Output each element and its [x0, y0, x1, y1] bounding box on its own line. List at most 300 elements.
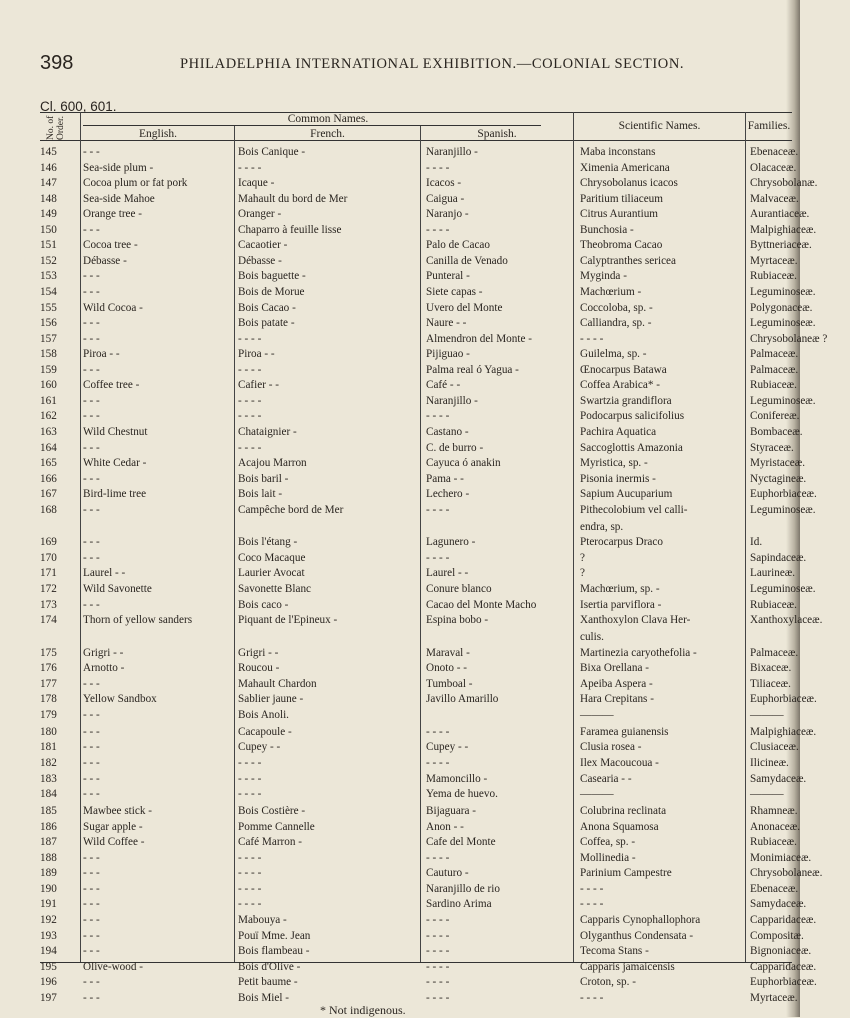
- cell-sc: Colubrina reclinata: [580, 805, 667, 818]
- cell-es: Cacao del Monte Macho: [426, 598, 537, 611]
- header-common-names: Common Names.: [287, 113, 369, 125]
- cell-sc: ?: [580, 551, 585, 564]
- cell-no: 163: [40, 425, 57, 438]
- header-families: Families.: [747, 120, 791, 132]
- cell-fa: Conifereæ.: [750, 410, 800, 423]
- cell-fa: Palmaceæ.: [750, 363, 799, 376]
- cell-sc: Saccoglottis Amazonia: [580, 441, 683, 454]
- cell-fa: Rubiaceæ.: [750, 379, 797, 392]
- cell-no: 177: [40, 677, 57, 690]
- cell-no: 166: [40, 472, 57, 485]
- cell-sc: - - - -: [580, 991, 604, 1004]
- cell-no: 151: [40, 239, 57, 252]
- cell-fr: Mahault du bord de Mer: [238, 192, 348, 205]
- cell-fr: - - - -: [238, 441, 262, 454]
- cell-no: 158: [40, 348, 57, 361]
- table-row: [40, 442, 792, 455]
- cell-fa: Rubiaceæ.: [750, 270, 797, 283]
- cell-no: 147: [40, 177, 57, 190]
- table-row: [40, 472, 807, 486]
- common-names-rule: [83, 125, 541, 126]
- cell-sc: Machœrium, sp. -: [580, 582, 660, 595]
- cell-es: Pijiguao -: [426, 348, 470, 361]
- table-row: [40, 332, 828, 346]
- table-row: [40, 536, 792, 549]
- cell-sc: Podocarpus salicifolius: [580, 410, 685, 423]
- cell-sc: Œnocarpus Batawa: [580, 363, 667, 376]
- cell-fr: - - - -: [238, 161, 262, 174]
- cell-en: Sugar apple -: [83, 820, 143, 833]
- table-row: [40, 945, 812, 958]
- cell-fr: - - - -: [238, 394, 262, 407]
- cell-fr: Bois Anoli.: [238, 708, 289, 721]
- cell-no: 146: [40, 161, 57, 174]
- cell-en: - - -: [83, 741, 100, 754]
- cell-es: Palma real ó Yagua -: [426, 363, 519, 376]
- cell-es: - - - -: [426, 551, 450, 564]
- table-row: [40, 270, 797, 283]
- cell-en: Wild Cocoa -: [83, 301, 143, 314]
- cell-sc: Chrysobolanus icacos: [580, 177, 678, 190]
- cell-es: Sardino Arima: [426, 898, 492, 911]
- cell-es: Onoto - -: [426, 662, 468, 675]
- cell-en: - - -: [83, 503, 100, 516]
- cell-no: 190: [40, 882, 57, 895]
- cell-en: - - -: [83, 882, 100, 895]
- cell-en: - - -: [83, 708, 100, 721]
- cell-es: - - - -: [426, 851, 450, 864]
- cell-no: 155: [40, 301, 57, 314]
- cell-fa: Leguminoseæ.: [750, 503, 816, 516]
- cell-sc: Ximenia Americana: [580, 161, 670, 174]
- cell-fr: Oranger -: [238, 208, 282, 221]
- cell-en: - - -: [83, 929, 100, 942]
- table-row: [40, 678, 792, 691]
- table-row: [40, 836, 797, 849]
- cell-sc: Pachira Aquatica: [580, 425, 657, 438]
- cell-no: 162: [40, 410, 57, 423]
- cell-sc: Casearia - -: [580, 772, 632, 785]
- table-row: [40, 960, 817, 974]
- cell-es: - - - -: [426, 976, 450, 989]
- cell-en: Laurel - -: [83, 567, 126, 580]
- cell-no: 191: [40, 898, 57, 911]
- cell-sc: Myristica, sp. -: [580, 457, 648, 469]
- cell-es: Caigua -: [426, 192, 465, 205]
- cell-fa: Ebenaceæ.: [750, 882, 799, 895]
- cell-es: Pama - -: [426, 472, 464, 485]
- page-number: 398: [40, 52, 74, 74]
- cell-fa: Bixaceæ.: [750, 662, 792, 675]
- cell-en: Bird-lime tree: [83, 488, 147, 501]
- cell-es: - - - -: [426, 161, 450, 174]
- cell-en: Mawbee stick -: [83, 805, 152, 818]
- cell-sc: Martinezia caryothefolia -: [580, 646, 697, 659]
- cell-en: Wild Chestnut: [83, 425, 148, 438]
- cell-en: - - -: [83, 725, 100, 738]
- cell-sc: Guilelma, sp. -: [580, 348, 647, 361]
- cell-en: White Cedar -: [83, 457, 147, 469]
- cell-fa: Id.: [750, 536, 763, 549]
- cell-no: 197: [40, 991, 57, 1004]
- table-row: [40, 693, 817, 706]
- cell-fa: Euphorbiaceæ.: [750, 976, 817, 989]
- cell-sc: Anona Squamosa: [580, 820, 659, 833]
- table-row: [40, 521, 792, 534]
- header-bottom-rule: [40, 140, 792, 141]
- cell-sc: Capparis jamaicensis: [580, 960, 675, 973]
- cell-fa: Monimiaceæ.: [750, 851, 812, 864]
- cell-no: 192: [40, 913, 57, 926]
- cell-no: 176: [40, 662, 57, 675]
- cell-es: Icacos -: [426, 177, 462, 190]
- cell-fr: Bois Costière -: [238, 805, 306, 818]
- cell-en: Sea-side Mahoe: [83, 192, 155, 205]
- cell-fr: Débasse -: [238, 254, 282, 267]
- cell-fa: Samydaceæ.: [750, 898, 807, 911]
- cell-es: Cayuca ó anakin: [426, 457, 501, 469]
- cell-fr: Bois d'Olive -: [238, 960, 301, 973]
- cell-sc: Bixa Orellana -: [580, 662, 649, 675]
- header-english: English.: [138, 128, 177, 140]
- cell-fr: Bois lait -: [238, 488, 283, 501]
- cell-en: - - -: [83, 286, 100, 298]
- cell-sc: Capparis Cynophallophora: [580, 913, 701, 926]
- header-spanish: Spanish.: [477, 128, 517, 140]
- cell-no: 170: [40, 551, 57, 564]
- cell-sc: Clusia rosea -: [580, 741, 642, 754]
- cell-no: 187: [40, 836, 57, 849]
- cell-fr: Piquant de l'Epineux -: [238, 614, 338, 626]
- cell-es: Bijaguara -: [426, 805, 477, 818]
- cell-es: - - - -: [426, 991, 450, 1004]
- cell-en: Wild Savonette: [83, 582, 152, 595]
- cell-es: Naranjillo -: [426, 394, 478, 407]
- cell-fa: Ebenaceæ.: [750, 146, 799, 158]
- cell-es: Lechero -: [426, 488, 470, 501]
- cell-es: Naure - -: [426, 317, 467, 330]
- cell-en: - - -: [83, 756, 100, 769]
- cell-fa: Leguminoseæ.: [750, 394, 816, 407]
- cell-fa: Clusiaceæ.: [750, 741, 799, 754]
- cell-fa: Leguminoseæ.: [750, 582, 816, 595]
- cell-fa: Laurineæ.: [750, 567, 796, 580]
- cell-fr: Pomme Cannelle: [238, 820, 315, 833]
- cell-no: 196: [40, 976, 57, 989]
- cell-es: Conure blanco: [426, 582, 492, 595]
- cell-fr: Icaque -: [238, 177, 275, 190]
- cell-fa: Myrtaceæ.: [750, 991, 798, 1004]
- header-scientific-names: Scientific Names.: [618, 120, 701, 132]
- cell-fr: Laurier Avocat: [238, 567, 305, 580]
- cell-no: 174: [40, 614, 57, 626]
- cell-sc: Isertia parviflora -: [580, 598, 662, 611]
- cell-es: Naranjillo -: [426, 146, 478, 158]
- table-row: [40, 348, 799, 361]
- cell-fa: Rubiaceæ.: [750, 598, 797, 611]
- cell-en: Grigri - -: [83, 646, 124, 659]
- table-row: [40, 567, 796, 580]
- cell-no: 160: [40, 379, 57, 392]
- cell-es: Cupey - -: [426, 741, 469, 754]
- cell-no: 195: [40, 960, 57, 973]
- cell-es: - - - -: [426, 410, 450, 423]
- cell-sc: ———: [580, 788, 614, 800]
- table-row: [40, 882, 799, 896]
- cell-en: - - -: [83, 363, 100, 376]
- header-french: French.: [310, 128, 345, 140]
- cell-en: Débasse -: [83, 254, 127, 267]
- cell-fr: - - - -: [238, 332, 262, 345]
- cell-es: Anon - -: [426, 820, 464, 833]
- cell-fr: Mabouya -: [238, 913, 287, 926]
- cell-no: 184: [40, 788, 57, 800]
- cell-fa: Ilicineæ.: [750, 756, 789, 769]
- cell-sc: Myginda -: [580, 270, 627, 283]
- table-row: [40, 286, 816, 299]
- cell-fa: Palmaceæ.: [750, 646, 799, 659]
- cell-en: Piroa - -: [83, 348, 120, 361]
- cell-fa: Capparidaceæ.: [750, 960, 817, 973]
- table-row: [40, 757, 792, 770]
- cell-fa: Tiliaceæ.: [750, 677, 791, 690]
- cell-en: - - -: [83, 394, 100, 407]
- table-row: [40, 192, 799, 206]
- cell-sc: Swartzia grandiflora: [580, 394, 672, 407]
- cell-en: - - -: [83, 913, 100, 926]
- cell-es: Yema de huevo.: [426, 788, 498, 800]
- cell-en: Olive-wood -: [83, 960, 143, 973]
- cell-fr: Roucou -: [238, 662, 280, 675]
- cell-no: 186: [40, 820, 57, 833]
- cell-fr: Sablier jaune -: [238, 693, 304, 706]
- table-row: [40, 208, 810, 221]
- table-row: [40, 254, 798, 268]
- cell-en: Yellow Sandbox: [83, 693, 157, 706]
- cell-no: 150: [40, 223, 57, 236]
- cell-sc: Theobroma Cacao: [580, 239, 663, 252]
- cell-en: Cocoa tree -: [83, 239, 138, 252]
- cell-es: - - - -: [426, 913, 450, 926]
- cell-es: - - - -: [426, 945, 450, 957]
- table-row: [40, 805, 798, 818]
- table-row: [40, 772, 807, 786]
- cell-fr: Coco Macaque: [238, 551, 306, 564]
- cell-fr: Bois baguette -: [238, 270, 306, 283]
- table-row: [40, 991, 798, 1005]
- cell-en: - - -: [83, 898, 100, 911]
- class-label: Cl. 600, 601.: [40, 99, 117, 114]
- cell-no: 181: [40, 741, 57, 754]
- cell-fr: Chaparro à feuille lisse: [238, 223, 342, 236]
- cell-fr: Café Marron -: [238, 836, 302, 849]
- cell-fa: Bignoniaceæ.: [750, 945, 812, 957]
- cell-fa: Rubiaceæ.: [750, 836, 797, 849]
- cell-no: 180: [40, 725, 57, 738]
- cell-no: 178: [40, 693, 57, 706]
- cell-no: 172: [40, 582, 57, 595]
- cell-sc: - - - -: [580, 882, 604, 895]
- cell-es: Café - -: [426, 379, 461, 392]
- cell-es: Naranjo -: [426, 208, 469, 221]
- cell-fr: - - - -: [238, 363, 262, 376]
- table-row: [40, 161, 797, 175]
- cell-fa: Rhamneæ.: [750, 805, 798, 818]
- cell-no: 161: [40, 394, 57, 407]
- cell-es: Maraval -: [426, 646, 470, 659]
- cell-es: Naranjillo de rio: [426, 882, 500, 895]
- cell-fa: Myrtaceæ.: [750, 254, 798, 267]
- cell-fa: Compositæ.: [750, 929, 804, 942]
- cell-en: - - -: [83, 551, 100, 564]
- cell-fr: - - - -: [238, 772, 262, 785]
- cell-no: 164: [40, 441, 57, 454]
- cell-no: 189: [40, 867, 57, 880]
- cell-no: 167: [40, 488, 57, 501]
- table-row: [40, 177, 818, 190]
- cell-en: - - -: [83, 945, 100, 957]
- cell-en: - - -: [83, 223, 100, 236]
- cell-es: Tumboal -: [426, 677, 473, 690]
- table-row: [40, 913, 817, 927]
- cell-fr: Bois l'étang -: [238, 536, 298, 549]
- cell-fr: - - - -: [238, 410, 262, 423]
- cell-fa: Malvaceæ.: [750, 192, 799, 205]
- cell-fr: Cacapoule -: [238, 725, 292, 738]
- cell-sc: Faramea guianensis: [580, 725, 669, 738]
- cell-fr: Savonette Blanc: [238, 582, 312, 595]
- cell-en: Arnotto -: [83, 662, 125, 675]
- cell-es: Lagunero -: [426, 536, 476, 549]
- cell-en: - - -: [83, 536, 100, 549]
- cell-es: - - - -: [426, 929, 450, 942]
- cell-en: - - -: [83, 788, 100, 800]
- table-row: [40, 410, 800, 423]
- cell-sc: Coccoloba, sp. -: [580, 301, 653, 314]
- cell-en: Orange tree -: [83, 208, 143, 221]
- cell-no: 168: [40, 503, 57, 516]
- cell-es: Almendron del Monte -: [426, 332, 532, 345]
- table-row: [40, 851, 812, 865]
- cell-fa: Leguminoseæ.: [750, 286, 816, 298]
- table-row: [40, 363, 799, 377]
- cell-fa: Samydaceæ.: [750, 772, 807, 785]
- cell-no: 188: [40, 851, 57, 864]
- cell-no: 159: [40, 363, 57, 376]
- cell-sc: Pisonia inermis -: [580, 472, 656, 485]
- cell-es: - - - -: [426, 223, 450, 236]
- cell-sc: Coffea, sp. -: [580, 836, 636, 849]
- cell-fa: Palmaceæ.: [750, 348, 799, 361]
- cell-sc: Sapium Aucuparium: [580, 488, 673, 501]
- cell-fa: Chrysobolaneæ.: [750, 867, 823, 880]
- cell-fr: - - - -: [238, 756, 262, 769]
- cell-sc: endra, sp.: [580, 520, 624, 533]
- table-row: [40, 614, 823, 627]
- cell-es: Mamoncillo -: [426, 772, 488, 785]
- cell-fr: - - - -: [238, 851, 262, 864]
- table-row: [40, 631, 792, 644]
- cell-no: 182: [40, 756, 57, 769]
- table-row: [40, 709, 792, 722]
- table-row: [40, 239, 812, 252]
- table-row: [40, 301, 813, 315]
- cell-en: - - -: [83, 991, 100, 1004]
- cell-fr: Bois Miel -: [238, 991, 289, 1004]
- cell-no: 145: [40, 146, 57, 158]
- cell-fr: Chataignier -: [238, 425, 297, 438]
- cell-es: Cauturo -: [426, 867, 469, 880]
- cell-sc: Bunchosia -: [580, 223, 634, 236]
- cell-en: - - -: [83, 598, 100, 611]
- cell-es: - - - -: [426, 756, 450, 769]
- cell-sc: Machœrium -: [580, 286, 642, 298]
- cell-fr: Acajou Marron: [238, 457, 307, 469]
- cell-fa: Polygonaceæ.: [750, 301, 813, 314]
- cell-en: - - -: [83, 976, 100, 989]
- cell-fr: Bois flambeau -: [238, 945, 310, 957]
- cell-no: 165: [40, 457, 57, 469]
- cell-fa: Euphorbiaceæ.: [750, 488, 817, 501]
- table-row: [40, 223, 817, 237]
- cell-en: - - -: [83, 146, 100, 158]
- cell-fa: Malpighiaceæ.: [750, 725, 817, 738]
- cell-fr: Bois de Morue: [238, 286, 305, 298]
- cell-en: - - -: [83, 851, 100, 864]
- cell-en: - - -: [83, 441, 100, 454]
- cell-fr: Mahault Chardon: [238, 677, 317, 690]
- cell-sc: Tecoma Stans -: [580, 945, 649, 957]
- cell-no: 185: [40, 805, 57, 818]
- table-row: [40, 598, 797, 612]
- cell-fa: Aurantiaceæ.: [750, 208, 810, 221]
- table-row: [40, 662, 792, 675]
- cell-fa: ———: [750, 708, 784, 721]
- cell-sc: Coffea Arabica* -: [580, 379, 660, 392]
- cell-en: Thorn of yellow sanders: [83, 614, 193, 626]
- cell-fa: Byttneriaceæ.: [750, 239, 812, 252]
- cell-fa: Chrysobolanæ.: [750, 177, 818, 190]
- cell-sc: Calyptranthes sericea: [580, 254, 676, 267]
- cell-fr: Cafier - -: [238, 379, 279, 392]
- cell-es: Palo de Cacao: [426, 239, 490, 252]
- cell-es: - - - -: [426, 503, 450, 516]
- cell-sc: Croton, sp. -: [580, 976, 636, 989]
- names-table: [40, 112, 828, 1004]
- table-row: [40, 976, 817, 989]
- cell-sc: Paritium tiliaceum: [580, 192, 663, 205]
- table-row: [40, 788, 792, 801]
- cell-no: 156: [40, 317, 57, 330]
- cell-en: - - -: [83, 317, 100, 330]
- cell-fr: - - - -: [238, 898, 262, 911]
- cell-fr: Cacaotier -: [238, 239, 288, 252]
- table-row: [40, 503, 816, 517]
- cell-fr: Pouï Mme. Jean: [238, 929, 311, 942]
- table-row: [40, 317, 816, 330]
- cell-es: Canilla de Venado: [426, 254, 508, 267]
- cell-es: Castano -: [426, 425, 469, 438]
- cell-no: 153: [40, 270, 57, 283]
- cell-fr: Grigri - -: [238, 646, 279, 659]
- cell-fa: Anonaceæ.: [750, 820, 801, 833]
- cell-no: 193: [40, 929, 57, 942]
- cell-sc: Parinium Campestre: [580, 867, 672, 880]
- cell-en: Sea-side plum -: [83, 161, 154, 174]
- table-row: [40, 820, 801, 834]
- cell-sc: Citrus Aurantium: [580, 208, 659, 221]
- cell-fa: Chrysobolaneæ ?: [750, 332, 828, 345]
